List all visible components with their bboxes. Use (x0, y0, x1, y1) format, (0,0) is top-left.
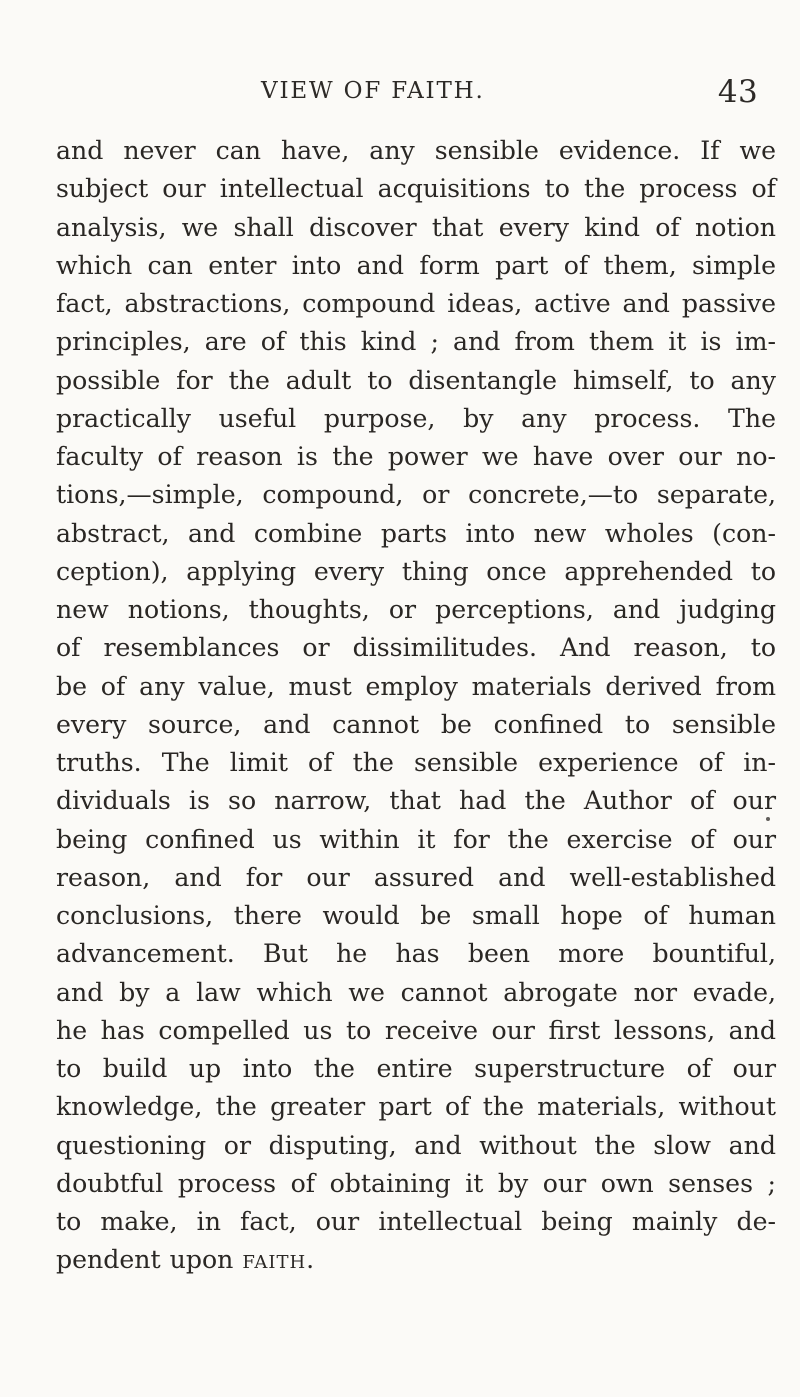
running-title: VIEW OF FAITH. (261, 78, 485, 104)
text-line: to make, in fact, our intellectual being mainly de- (56, 1207, 776, 1236)
text-line: possible for the adult to disentangle himself, to any (56, 365, 776, 395)
text-line: subject our intellectual acquisitions to the process of (56, 174, 776, 204)
text-line: and by a law which we cannot abrogate nor evade, (56, 977, 776, 1007)
body-text (56, 132, 776, 1280)
text-line: conclusions, there would be small hope of human (56, 901, 776, 930)
text-line: being confined us within it for the exercise of our (56, 824, 776, 854)
page-header (0, 74, 800, 118)
text-line: and never can have, any sensible evidence. If we (56, 136, 776, 165)
final-text-line (56, 1241, 776, 1279)
text-line: of resemblances or dissimilitudes. And reason, to (56, 633, 776, 663)
text-line: every source, and cannot be confined to sensible (56, 709, 776, 739)
text-line: practically useful purpose, by any process. The (56, 403, 776, 433)
final-line-prefix: pendent upon (56, 1245, 243, 1275)
text-line: tions,—simple, compound, or concrete,—to separate, (56, 480, 776, 510)
text-line: questioning or disputing, and without the slow and (56, 1130, 776, 1160)
page-speck (766, 817, 770, 821)
text-line: analysis, we shall discover that every kind of notion (56, 212, 776, 242)
text-line: fact, abstractions, compound ideas, active and passive (56, 289, 776, 318)
text-line: reason, and for our assured and well-established (56, 862, 776, 892)
text-line: doubtful process of obtaining it by our own senses ; (56, 1168, 776, 1198)
text-line: he has compelled us to receive our first lessons, and (56, 1015, 776, 1045)
text-line: advancement. But he has been more bountiful, (56, 939, 776, 969)
text-line: dividuals is so narrow, that had the Author of our (56, 786, 776, 816)
page-number: 43 (717, 74, 758, 110)
text-line: principles, are of this kind ; and from them it is im- (56, 327, 776, 357)
faith-emphasis: faith. (242, 1245, 316, 1275)
text-line: faculty of reason is the power we have over our no- (56, 442, 776, 471)
text-line: which can enter into and form part of them, simple (56, 250, 776, 280)
text-line: abstract, and combine parts into new wholes (con- (56, 518, 776, 548)
text-line: ception), applying every thing once apprehended to (56, 556, 776, 586)
text-line: knowledge, the greater part of the materials, without (56, 1092, 776, 1122)
text-line: be of any value, must employ materials derived from (56, 671, 776, 701)
text-line: truths. The limit of the sensible experience of in- (56, 748, 776, 777)
text-line: to build up into the entire superstructure of our (56, 1054, 776, 1083)
text-line: new notions, thoughts, or perceptions, and judging (56, 595, 776, 624)
